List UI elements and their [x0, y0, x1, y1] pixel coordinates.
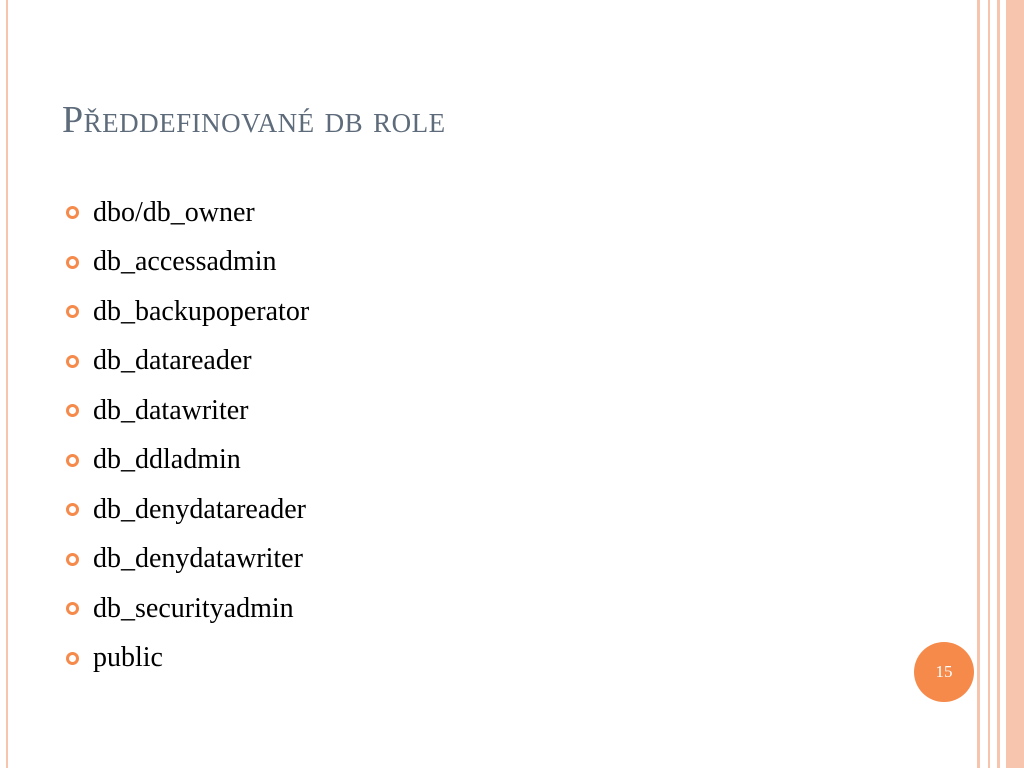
bullet-item: [66, 188, 309, 238]
bullet-label: db_datawriter: [93, 394, 249, 426]
bullet-item: [66, 584, 309, 634]
bullet-circle-icon: [66, 256, 79, 269]
bullet-circle-icon: [66, 652, 79, 665]
bullet-item: [66, 386, 309, 436]
bullet-item: [66, 436, 309, 486]
bullet-label: public: [93, 642, 163, 674]
bullet-circle-icon: [66, 404, 79, 417]
bullet-item: [66, 535, 309, 585]
bullet-label: db_accessadmin: [93, 246, 277, 278]
page-number-badge: 15: [914, 642, 974, 702]
left-decor-line: [6, 0, 8, 768]
right-decor-stripe: [977, 0, 980, 768]
bullet-circle-icon: [66, 206, 79, 219]
bullet-label: db_backupoperator: [93, 295, 310, 327]
right-decor-band: [1006, 0, 1024, 768]
bullet-label: db_securityadmin: [93, 592, 294, 624]
bullet-label: db_denydatareader: [93, 493, 306, 525]
bullet-circle-icon: [66, 602, 79, 615]
bullet-label: db_denydatawriter: [93, 543, 303, 575]
bullet-label: dbo/db_owner: [93, 196, 255, 228]
bullet-list: [66, 188, 309, 683]
bullet-circle-icon: [66, 503, 79, 516]
bullet-item: [66, 337, 309, 387]
bullet-label: db_ddladmin: [93, 444, 241, 476]
bullet-item: [66, 287, 309, 337]
right-decor-stripe: [997, 0, 1000, 768]
right-decor-stripe: [988, 0, 990, 768]
bullet-circle-icon: [66, 305, 79, 318]
bullet-circle-icon: [66, 454, 79, 467]
bullet-label: db_datareader: [93, 345, 252, 377]
bullet-circle-icon: [66, 355, 79, 368]
bullet-item: [66, 485, 309, 535]
bullet-circle-icon: [66, 553, 79, 566]
bullet-item: [66, 634, 309, 684]
bullet-item: [66, 238, 309, 288]
slide-title: Předdefinované db role: [62, 99, 446, 141]
